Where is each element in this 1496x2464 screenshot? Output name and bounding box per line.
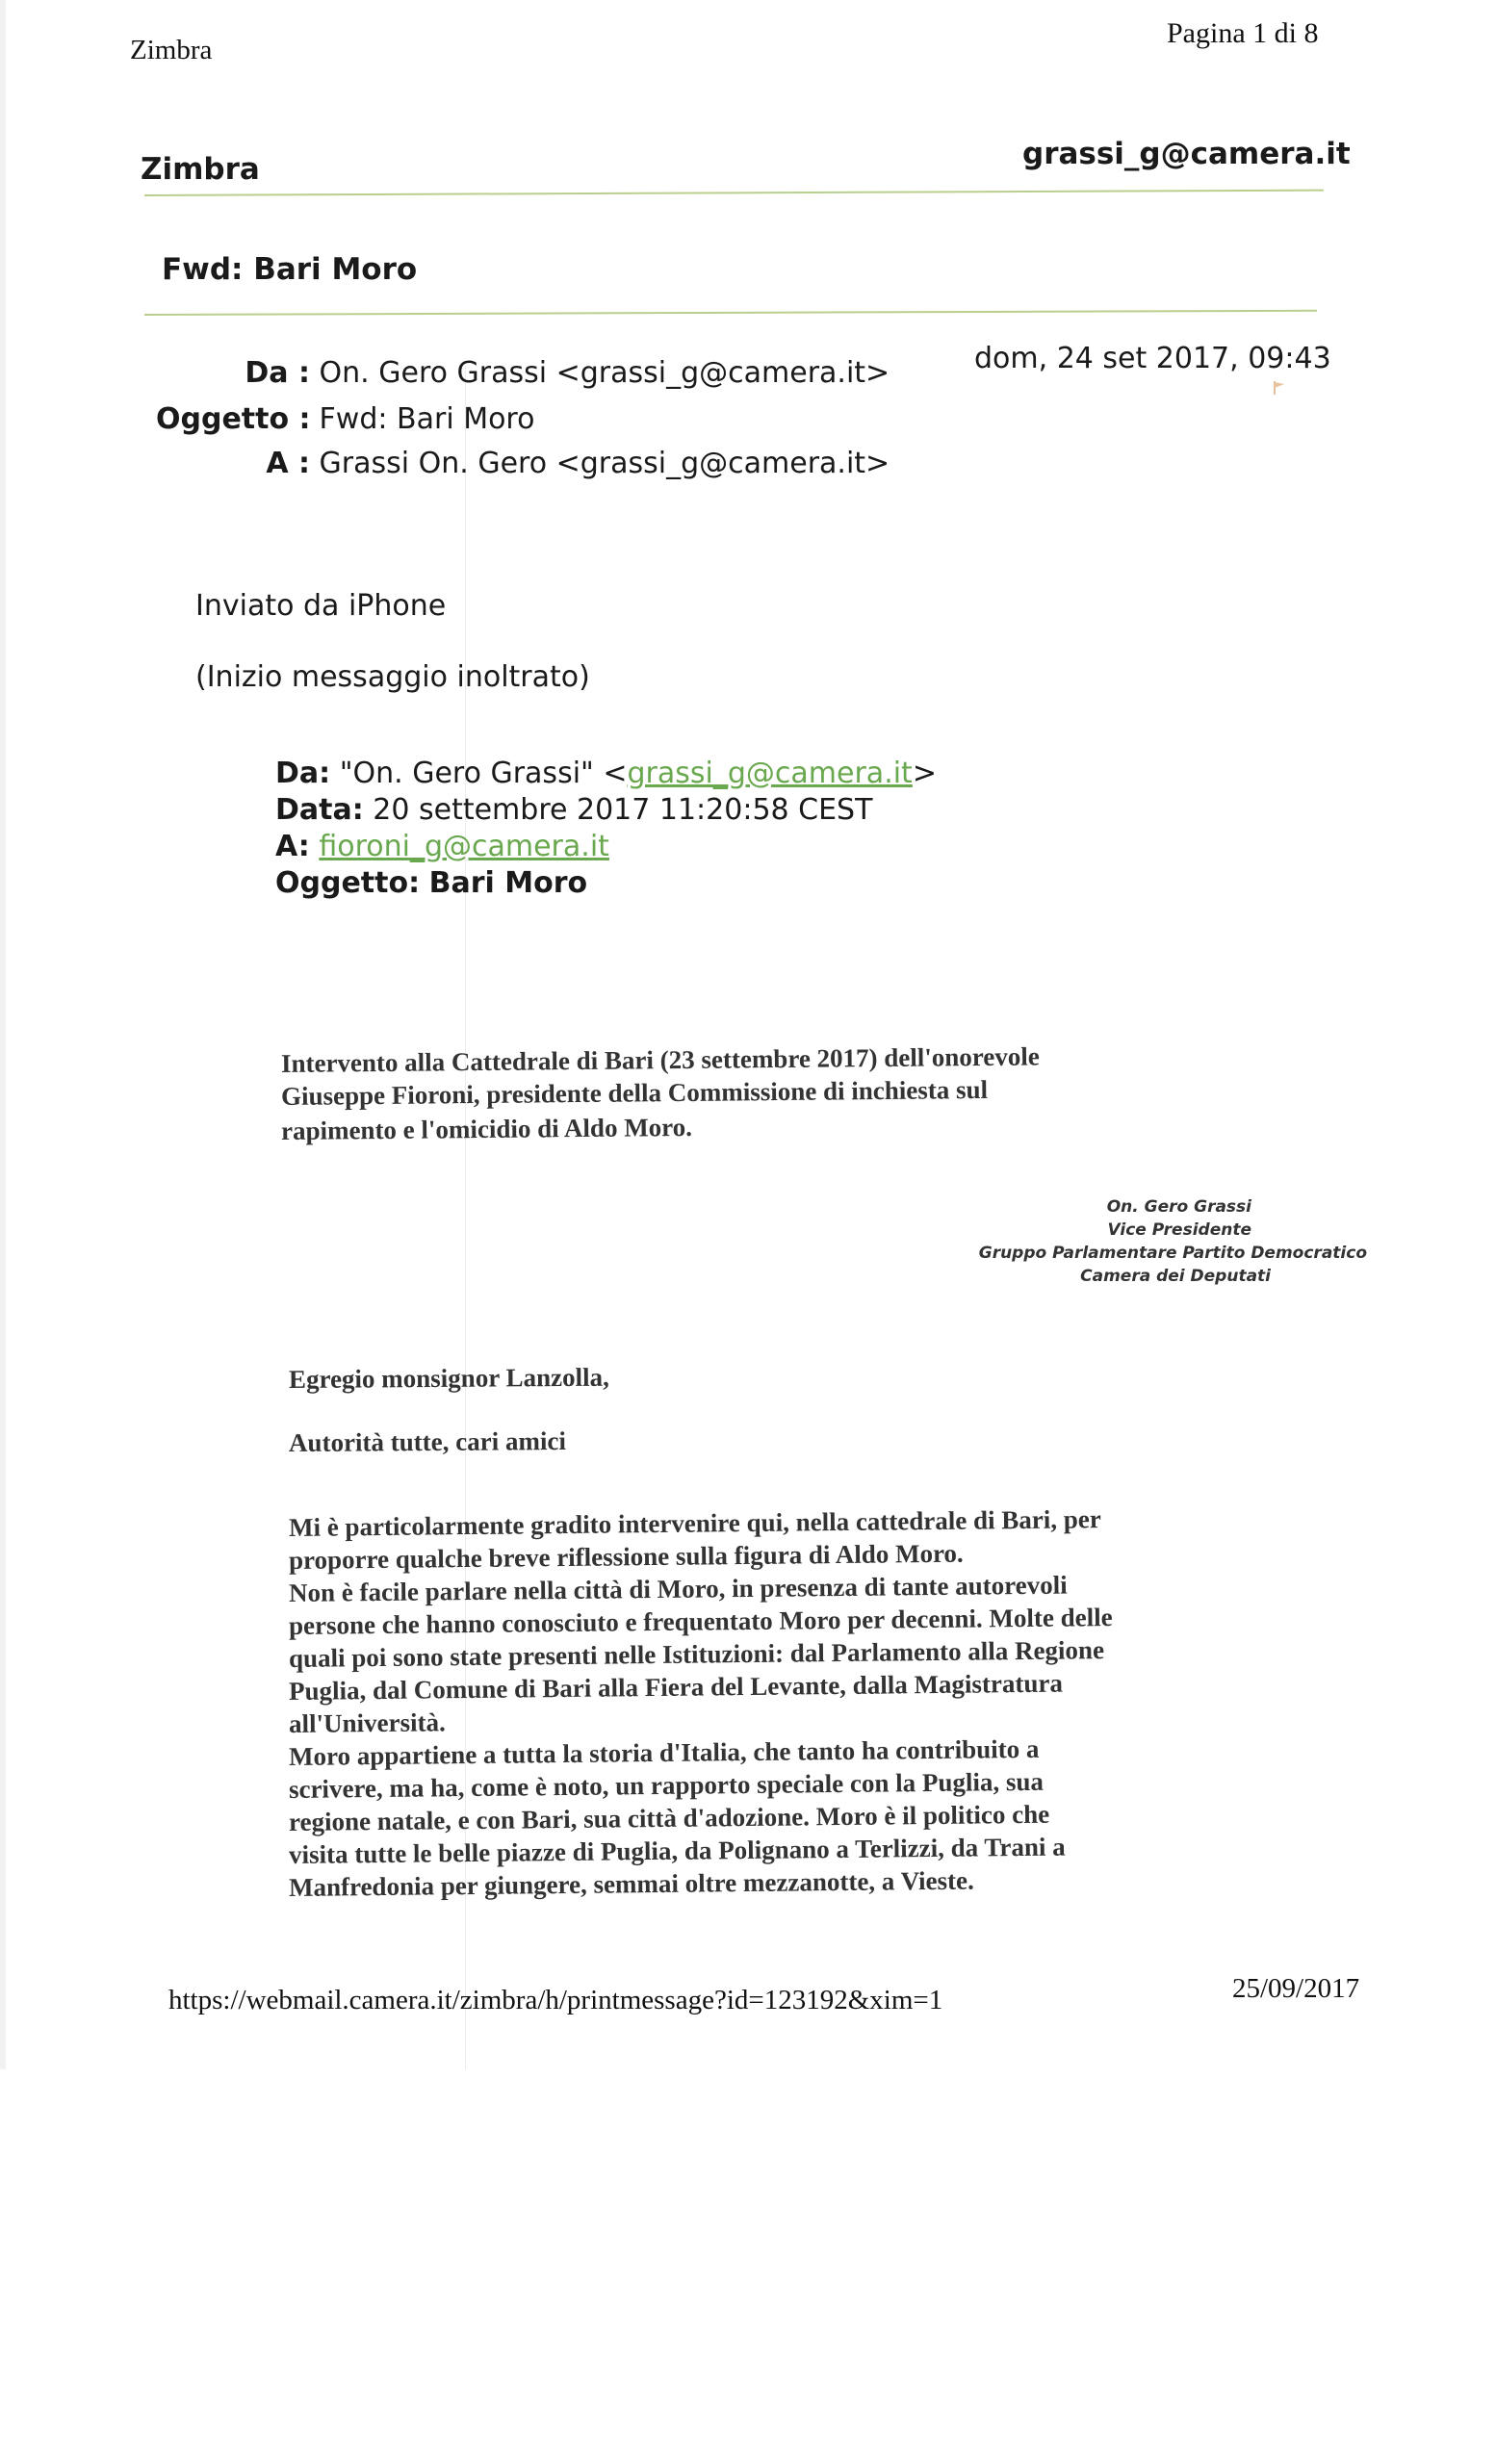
forwarded-from-name: "On. Gero Grassi" < [339, 757, 628, 790]
forwarded-subject-label: Oggetto: [275, 866, 421, 900]
forwarded-to [275, 830, 609, 863]
forwarded-to-label: A: [275, 830, 310, 863]
forwarded-subject-value: Bari Moro [428, 866, 588, 900]
paragraph-line: persone che hanno conosciuto e frequentato Moro per decenni. Molte delle [288, 1603, 1113, 1640]
intro-line: Giuseppe Fioroni, presidente della Commissione di inchiesta sul [280, 1074, 989, 1111]
paragraph-line: scrivere, ma ha, come è noto, un rapporto speciale con la Puglia, sua [288, 1766, 1045, 1804]
paragraph-line: visita tutte le belle piazze di Puglia, da Polignano a Terlizzi, da Trani a [288, 1832, 1066, 1869]
page-indicator: Pagina 1 di 8 [1167, 17, 1319, 49]
forwarded-subject [275, 866, 587, 900]
forwarded-date-value: 20 settembre 2017 11:20:58 CEST [373, 793, 873, 827]
to-value: Grassi On. Gero <grassi_g@camera.it> [319, 447, 890, 480]
zimbra-brand: Zimbra [141, 152, 260, 187]
account-email: grassi_g@camera.it [1022, 137, 1351, 171]
paragraph-line: quali poi sono state presenti nelle Istituzioni: dal Parlamento alla Regione [288, 1635, 1105, 1673]
sent-from-line: Inviato da iPhone [195, 589, 447, 623]
to-label: A : [266, 447, 310, 480]
forwarded-from [275, 757, 937, 790]
scan-edge [0, 0, 6, 2069]
signature-role: Vice Presidente [1107, 1220, 1251, 1240]
intro-line: rapimento e l'omicidio di Aldo Moro. [280, 1112, 693, 1145]
from-label: Da : [245, 356, 310, 390]
signature-name: On. Gero Grassi [1106, 1197, 1251, 1217]
subject-divider [144, 310, 1317, 316]
from-value: On. Gero Grassi <grassi_g@camera.it> [319, 356, 890, 390]
paragraph-line: Mi è particolarmente gradito intervenire qui, nella cattedrale di Bari, per [288, 1504, 1101, 1542]
flag-icon [1274, 381, 1285, 395]
print-footer-url: https://webmail.camera.it/zimbra/h/printmessage?id=123192&xim=1 [168, 1985, 943, 2015]
subject-value: Fwd: Bari Moro [319, 402, 535, 436]
greeting-line: Autorità tutte, cari amici [288, 1425, 567, 1457]
greeting-line: Egregio monsignor Lanzolla, [288, 1362, 609, 1394]
header-divider [144, 190, 1324, 196]
forward-start-line: (Inizio messaggio inoltrato) [195, 660, 590, 694]
signature-group: Gruppo Parlamentare Partito Democratico [978, 1244, 1367, 1263]
print-app-name: Zimbra [130, 35, 213, 65]
forwarded-date [275, 793, 872, 827]
paragraph-line: proporre qualche breve riflessione sulla figura di Aldo Moro. [288, 1538, 964, 1575]
subject-label: Oggetto : [156, 402, 311, 436]
forwarded-date-label: Data: [275, 793, 364, 827]
print-footer-date: 25/09/2017 [1232, 1973, 1360, 2004]
paragraph-line: Puglia, dal Comune di Bari alla Fiera del Levante, dalla Magistratura [288, 1668, 1064, 1706]
paragraph-line: Manfredonia per giungere, semmai oltre mezzanotte, a Vieste. [288, 1865, 974, 1902]
paragraph-line: Moro appartiene a tutta la storia d'Italia, che tanto ha contribuito a [288, 1733, 1040, 1771]
intro-line: Intervento alla Cattedrale di Bari (23 settembre 2017) dell'onorevole [280, 1041, 1040, 1078]
message-date: dom, 24 set 2017, 09:43 [974, 342, 1331, 375]
paragraph-line: Non è facile parlare nella città di Moro, in presenza di tante autorevoli [288, 1570, 1068, 1607]
forwarded-from-label: Da: [275, 757, 331, 790]
header-row-from [156, 356, 890, 390]
header-row-subject [156, 402, 534, 436]
header-row-to [156, 447, 890, 480]
paragraph-line: all'Università. [288, 1707, 446, 1738]
forwarded-from-email-link[interactable]: grassi_g@camera.it [627, 757, 913, 790]
forwarded-to-email-link[interactable]: fioroni_g@camera.it [319, 830, 609, 863]
forwarded-from-close: > [912, 757, 937, 790]
message-subject: Fwd: Bari Moro [162, 252, 418, 287]
signature-chamber: Camera dei Deputati [1080, 1267, 1271, 1286]
paragraph-line: regione natale, e con Bari, sua città d'adozione. Moro è il politico che [288, 1799, 1050, 1836]
